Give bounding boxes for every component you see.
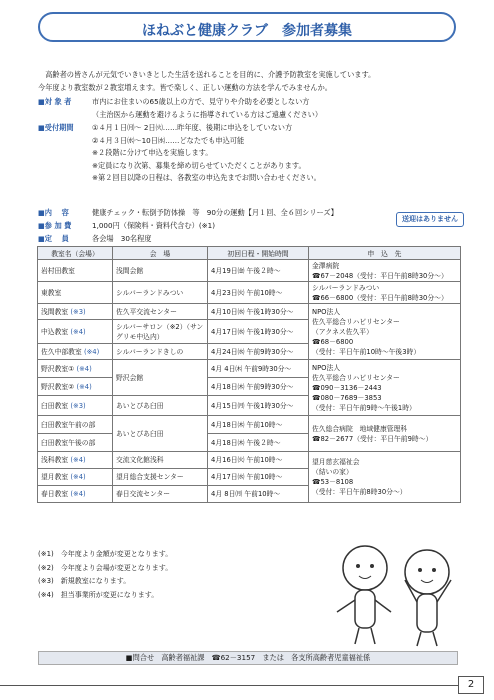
column-header: 会 場 [113, 247, 208, 260]
first-date: 4月18日㈭ 午前10時～ [208, 416, 309, 434]
venue: 浅間会館 [113, 260, 208, 282]
venue: シルバーランドみつい [113, 282, 208, 304]
venue: 佐久平交流センター [113, 304, 208, 320]
venue: 野沢会館 [113, 360, 208, 396]
first-date: 4月 4日㈭ 午前9時30分～ [208, 360, 309, 378]
bone-mascot-illustration [325, 530, 465, 648]
first-date: 4月17日㈬ 午前10時～ [208, 469, 309, 486]
venue: 春日交流センター [113, 486, 208, 503]
class-name [38, 304, 113, 320]
venue: 望月総合支援センター [113, 469, 208, 486]
class-name-text: 臼田教室 [41, 401, 69, 410]
period-label: ■ 受付期間 [38, 122, 90, 135]
intro-text [38, 68, 458, 94]
note-mark: (※4) [70, 473, 86, 481]
contact-line: ☎080－7689－3853 [312, 393, 382, 402]
first-date: 4月15日㈪ 午後1時30分～ [208, 396, 309, 416]
contact-line: ☎68－6800 [312, 337, 354, 346]
fee-label: ■ 参 加 費 [38, 220, 90, 233]
class-schedule-table [37, 246, 461, 503]
fee-line: 1,000円（保険料・資料代含む）(※1) [92, 221, 216, 230]
content-label: ■ 内 容 [38, 207, 90, 220]
class-name [38, 396, 113, 416]
first-date: 4月 8日㈪ 午前10時～ [208, 486, 309, 503]
period-line: ②４月３日㈬～10日㈬……どなたでも申込可能 [92, 135, 245, 145]
contact-line: 佐久平総合リハビリセンター [312, 373, 400, 382]
content-line: 健康チェック・転倒予防体操 等 90分の運動【月１回、全６回シリーズ】 [92, 208, 338, 217]
first-date: 4月16日㈫ 午前10時～ [208, 452, 309, 469]
class-name [38, 452, 113, 469]
capacity-line: 各会場 30名程度 [92, 234, 152, 243]
contact-footer: ■問合せ 高齢者福祉課 ☎62－3157 または 各支所高齢者児童福祉係 [38, 651, 458, 665]
period-line: ※２段階に分けて申込を実施します。 [92, 148, 213, 157]
target-line: （主治医から運動を避けるように指導されている方はご遠慮ください） [92, 109, 323, 119]
first-date: 4月17日㈬ 午後1時30分～ [208, 320, 309, 344]
first-date: 4月24日㈬ 午前9時30分～ [208, 344, 309, 360]
column-header: 申 込 先 [309, 247, 461, 260]
class-name [38, 486, 113, 503]
contact-line: 佐久総合病院 地域健康管理科 [312, 424, 408, 433]
venue: あいとぴあ臼田 [113, 416, 208, 452]
title-box [38, 12, 456, 42]
column-header: 初回日程・開始時間 [208, 247, 309, 260]
class-name-text: 佐久中部教室 [41, 347, 82, 356]
class-name: 岩村田教室 [38, 260, 113, 282]
contact-line: （受付：平日午前9時～午後1時） [312, 403, 416, 412]
period-line: ※定員になり次第、募集を締め切らせていただくことがあります。 [92, 160, 306, 170]
contact-line: （受付：平日午前10時～午後3時） [312, 347, 421, 356]
table-row [38, 304, 461, 320]
first-date: 4月19日㈮ 午後２時～ [208, 260, 309, 282]
contact-line: ☎66－6800（受付：平日午前8時30分～） [312, 293, 448, 302]
contact-line: ☎53－8108 [312, 478, 354, 486]
period-line: ①４月１日㈪～ 2日㈫……昨年度、後期に申込をしていない方 [92, 123, 293, 132]
contact-line: 佐久平総合リハビリセンター [312, 317, 400, 326]
table-row [38, 260, 461, 282]
class-name: 臼田教室午前の部 [38, 416, 113, 434]
class-name-text: 野沢教室② [41, 382, 75, 391]
page-title: ほねぶと健康クラブ 参加者募集 [142, 23, 352, 39]
class-name: 東教室 [38, 282, 113, 304]
note-mark: (※4) [76, 382, 92, 391]
contact [309, 416, 461, 452]
contact [309, 260, 461, 282]
footnote: (※1) 今年度より金額が変更となります。 [38, 550, 173, 558]
footnote: (※3) 新規教室になります。 [38, 577, 131, 585]
class-name [38, 344, 113, 360]
note-mark: (※3) [70, 307, 86, 316]
note-mark: (※4) [70, 456, 86, 464]
note-mark: (※4) [76, 364, 92, 373]
venue: あいとぴあ臼田 [113, 396, 208, 416]
class-name-text: 浅科教室 [41, 456, 69, 464]
first-date: 4月18日㈭ 午後２時～ [208, 434, 309, 452]
section-target [38, 96, 478, 122]
class-name-text: 野沢教室① [41, 364, 75, 373]
intro-line-1: 高齢者の皆さんが元気でいきいきとした生活を送れることを目的に、介護予防教室を実施しています。 [38, 70, 376, 79]
table-row [38, 360, 461, 378]
footnotes [38, 548, 172, 602]
contact-line: NPO法人 [312, 363, 341, 372]
class-name-text: 浅間教室 [41, 307, 69, 316]
no-transport-badge: 送迎はありません [396, 212, 464, 227]
section-period [38, 122, 478, 186]
contact-line: （アクネス佐久平） [312, 327, 373, 336]
class-name [38, 360, 113, 378]
note-mark: (※4) [83, 347, 100, 356]
contact-line: シルバーランドみつい [312, 283, 380, 292]
capacity-label: ■ 定 員 [38, 233, 90, 246]
class-name [38, 469, 113, 486]
contact-line: ☎67－2048（受付：平日午前8時30分～） [312, 271, 448, 280]
venue: 交流文化館浅科 [113, 452, 208, 469]
contact-line: 金澤病院 [312, 261, 340, 270]
class-name-text: 春日教室 [41, 490, 69, 498]
contact-line: NPO法人 [312, 307, 341, 316]
footnote: (※4) 担当事業所が変更になります。 [38, 590, 159, 599]
contact-line: （受付：平日午前8時30分～） [312, 488, 407, 496]
first-date: 4月18日㈭ 午前9時30分～ [208, 378, 309, 396]
contact-line: ☎090－3136－2443 [312, 383, 382, 392]
contact [309, 452, 461, 503]
contact-line: ☎82－2677（受付：平日午前9時～） [312, 434, 433, 443]
page-divider [0, 685, 458, 686]
target-line: 市内にお住まいの65歳以上の方で、見守りや介助を必要としない方 [92, 97, 310, 106]
venue: シルバーサロン（※2）（サングリモ中込内） [113, 320, 208, 344]
class-name [38, 320, 113, 344]
table-row [38, 416, 461, 434]
contact-line: 望月慈玄福祉会 [312, 458, 360, 466]
column-header: 教室名（会場） [38, 247, 113, 260]
note-mark: (※4) [70, 490, 86, 498]
period-line: ※第２回目以降の日程は、各教室の申込先までお問い合わせください。 [92, 173, 321, 182]
class-name-text: 中込教室 [41, 327, 69, 336]
first-date: 4月23日㈫ 午前10時～ [208, 282, 309, 304]
class-name: 臼田教室午後の部 [38, 434, 113, 452]
contact [309, 304, 461, 360]
venue: シルバーランドきしの [113, 344, 208, 360]
intro-line-2: 今年度より教室数が２教室増えます。皆で楽しく、正しい運動の方法を学んでみませんか。 [38, 83, 332, 92]
footnote: (※2) 今年度より会場が変更となります。 [38, 563, 173, 572]
first-date: 4月10日㈬ 午後1時30分～ [208, 304, 309, 320]
table-row [38, 452, 461, 469]
note-mark: (※3) [70, 401, 86, 410]
contact [309, 360, 461, 416]
target-label: ■ 対 象 者 [38, 96, 90, 109]
note-mark: (※4) [70, 327, 86, 336]
table-row [38, 282, 461, 304]
contact [309, 282, 461, 304]
page-number: 2 [458, 676, 484, 694]
class-name [38, 378, 113, 396]
class-name-text: 望月教室 [41, 473, 69, 481]
contact-line: （結いの家） [312, 468, 353, 476]
